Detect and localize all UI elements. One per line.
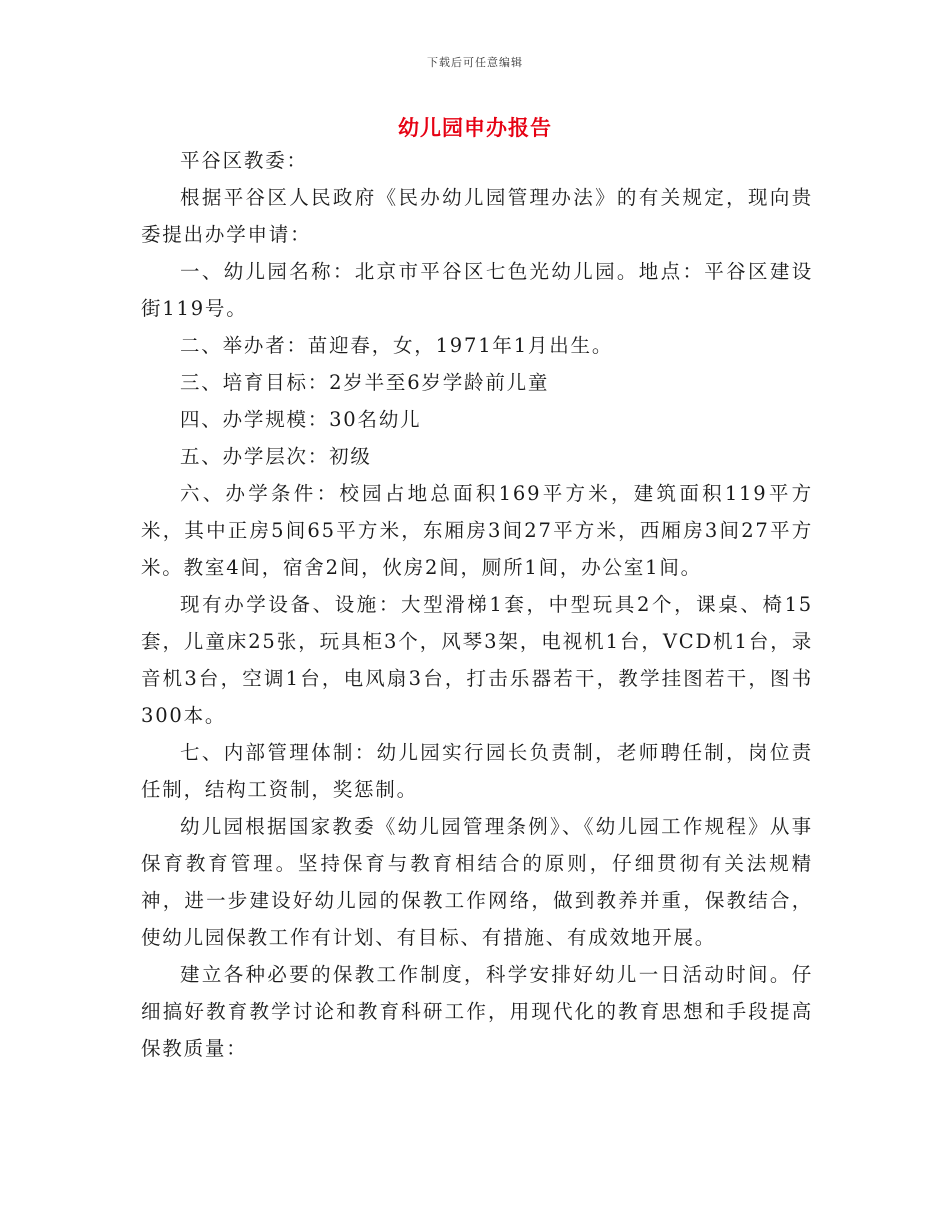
paragraph-regulations: 幼儿园根据国家教委《幼儿园管理条例》、《幼儿园工作规程》从事保育教育管理。坚持保育与教育相结合的原则，仔细贯彻有关法规精神，进一步建设好幼儿园的保教工作网络，做到教养并重，保教结合，使幼儿园保教工作有计划、有目标、有措施、有成效地开展。 xyxy=(141,815,813,949)
paragraph-level: 五、办学层次：初级 xyxy=(180,445,372,468)
paragraph-founder: 二、举办者：苗迎春，女，1971年1月出生。 xyxy=(180,334,614,357)
document-title: 幼儿园申办报告 xyxy=(398,115,552,140)
document-body xyxy=(141,142,813,1067)
paragraph-target: 三、培育目标：2岁半至6岁学龄前儿童 xyxy=(180,371,550,394)
paragraph-scale: 四、办学规模：30名幼儿 xyxy=(180,408,422,431)
paragraph-systems: 建立各种必要的保教工作制度，科学安排好幼儿一日活动时间。仔细搞好教育教学讨论和教育科研工作，用现代化的教育思想和手段提高保教质量： xyxy=(141,963,813,1060)
paragraph-name-location: 一、幼儿园名称：北京市平谷区七色光幼儿园。地点：平谷区建设街119号。 xyxy=(141,260,813,320)
paragraph-equipment: 现有办学设备、设施：大型滑梯1套，中型玩具2个，课桌、椅15套，儿童床25张，玩具柜3个，风琴3架，电视机1台，VCD机1台，录音机3台，空调1台，电风扇3台，打击乐器若干，教学挂图若干，图书300本。 xyxy=(141,593,813,727)
paragraph-addressee: 平谷区教委： xyxy=(180,149,308,172)
paragraph-management: 七、内部管理体制：幼儿园实行园长负责制，老师聘任制，岗位责任制，结构工资制，奖惩制。 xyxy=(141,741,813,801)
header-note: 下载后可任意编辑 xyxy=(427,56,523,69)
paragraph-intro: 根据平谷区人民政府《民办幼儿园管理办法》的有关规定，现向贵委提出办学申请： xyxy=(141,186,813,246)
paragraph-conditions: 六、办学条件：校园占地总面积169平方米，建筑面积119平方米，其中正房5间65平方米，东厢房3间27平方米，西厢房3间27平方米。教室4间，宿舍2间，伙房2间，厕所1间，办公室1间。 xyxy=(141,482,813,579)
